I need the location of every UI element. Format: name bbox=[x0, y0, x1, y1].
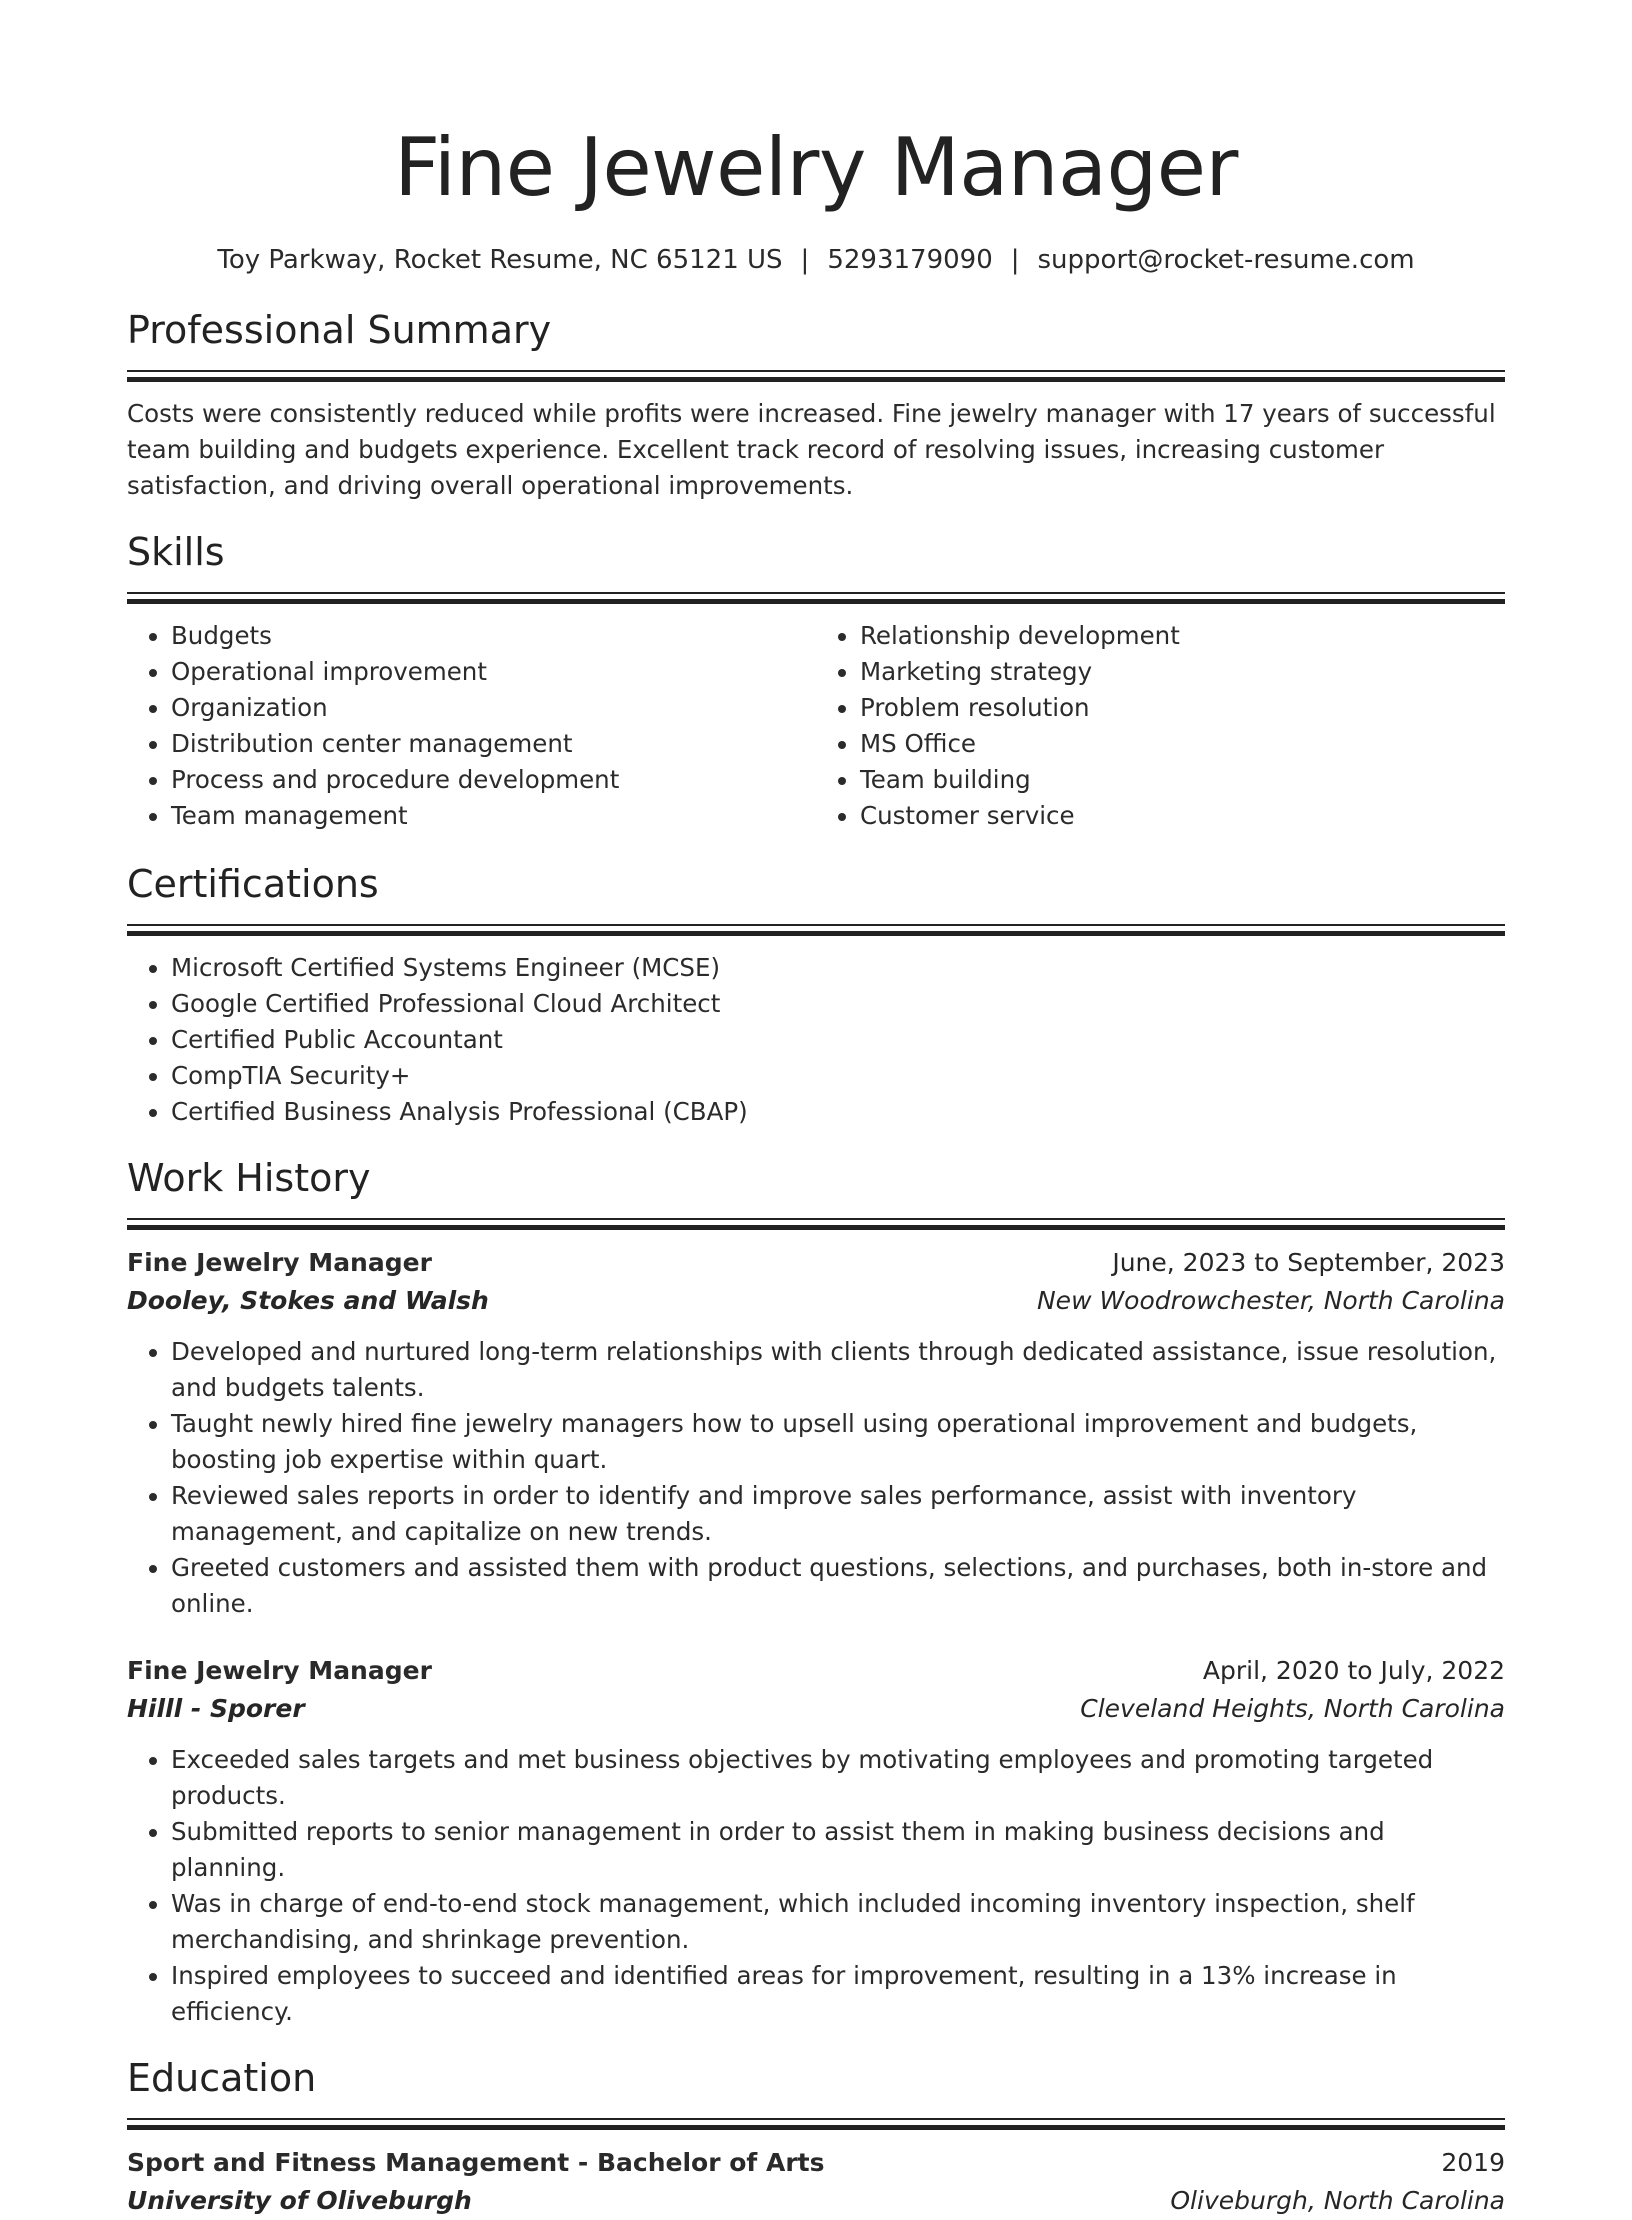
contact-separator: | bbox=[800, 245, 810, 275]
job-header-row bbox=[127, 1244, 1505, 1282]
education-year: 2019 bbox=[1441, 2148, 1505, 2177]
skill-item: • Team building bbox=[860, 762, 1505, 798]
education-school: University of Oliveburgh bbox=[127, 2186, 472, 2215]
education-location: Oliveburgh, North Carolina bbox=[1170, 2186, 1505, 2215]
skill-item: • Marketing strategy bbox=[860, 654, 1505, 690]
skill-item: • Problem resolution bbox=[860, 690, 1505, 726]
skill-item: • Process and procedure development bbox=[171, 762, 816, 798]
skill-item: • Customer service bbox=[860, 798, 1505, 834]
job-location: Cleveland Heights, North Carolina bbox=[1080, 1694, 1505, 1723]
education-school-row bbox=[127, 2182, 1505, 2220]
job-bullet: • Was in charge of end-to-end stock management, which included incoming inventory inspection, shelf merchandising, and shrinkage prevention. bbox=[171, 1886, 1505, 1958]
job-bullets bbox=[127, 1742, 1505, 2030]
section-divider bbox=[127, 2118, 1505, 2130]
job-bullet: • Exceeded sales targets and met business objectives by motivating employees and promoting targeted products. bbox=[171, 1742, 1505, 1814]
summary-text: Costs were consistently reduced while profits were increased. Fine jewelry manager with 17 years of successful team building and budgets experience. Excellent track record of resolving issues, increasing customer satisfaction, and driving overall operational improvements. bbox=[127, 399, 1496, 500]
summary-section bbox=[127, 306, 1505, 504]
contact-email: support@rocket-resume.com bbox=[1037, 245, 1415, 275]
contact-line bbox=[127, 242, 1505, 278]
skill-item: • Organization bbox=[171, 690, 816, 726]
job-location: New Woodrowchester, North Carolina bbox=[1036, 1286, 1505, 1315]
certifications-heading: Certifications bbox=[127, 862, 379, 906]
skill-item: • Distribution center management bbox=[171, 726, 816, 762]
job-dates: April, 2020 to July, 2022 bbox=[1202, 1656, 1505, 1685]
certification-item: • Certified Business Analysis Professional (CBAP) bbox=[171, 1094, 1505, 1130]
skill-item: • Team management bbox=[171, 798, 816, 834]
skills-section bbox=[127, 528, 1505, 834]
skills-columns bbox=[127, 618, 1505, 834]
job-company-row bbox=[127, 1690, 1505, 1728]
education-degree: Sport and Fitness Management - Bachelor of Arts bbox=[127, 2148, 825, 2177]
job-bullet: • Developed and nurtured long-term relationships with clients through dedicated assistance, issue resolution, and budgets talents. bbox=[171, 1334, 1505, 1406]
certification-item: • Certified Public Accountant bbox=[171, 1022, 1505, 1058]
section-divider bbox=[127, 1218, 1505, 1230]
skill-item: • Operational improvement bbox=[171, 654, 816, 690]
certification-item: • CompTIA Security+ bbox=[171, 1058, 1505, 1094]
education-header-row bbox=[127, 2144, 1505, 2182]
skills-left-list bbox=[127, 618, 816, 834]
job-entry bbox=[127, 1652, 1505, 2030]
contact-separator: | bbox=[1010, 245, 1020, 275]
job-company: Dooley, Stokes and Walsh bbox=[127, 1286, 489, 1315]
summary-heading: Professional Summary bbox=[127, 308, 552, 352]
skill-item: • Relationship development bbox=[860, 618, 1505, 654]
job-bullets bbox=[127, 1334, 1505, 1622]
skill-item: • MS Office bbox=[860, 726, 1505, 762]
section-divider bbox=[127, 924, 1505, 936]
work-history-heading: Work History bbox=[127, 1156, 371, 1200]
section-divider bbox=[127, 592, 1505, 604]
job-company: Hilll - Sporer bbox=[127, 1694, 305, 1723]
resume-title: Fine Jewelry Manager bbox=[394, 121, 1238, 214]
section-divider bbox=[127, 370, 1505, 382]
job-dates: June, 2023 to September, 2023 bbox=[1112, 1248, 1505, 1277]
skill-item: • Budgets bbox=[171, 618, 816, 654]
job-company-row bbox=[127, 1282, 1505, 1320]
certification-item: • Google Certified Professional Cloud Architect bbox=[171, 986, 1505, 1022]
job-bullet: • Taught newly hired fine jewelry managers how to upsell using operational improvement and budgets, boosting job expertise within quart. bbox=[171, 1406, 1505, 1478]
job-header-row bbox=[127, 1652, 1505, 1690]
certifications-list bbox=[127, 950, 1505, 1130]
skills-right-list bbox=[816, 618, 1505, 834]
job-entry bbox=[127, 1244, 1505, 1622]
job-bullet: • Inspired employees to succeed and identified areas for improvement, resulting in a 13% increase in efficiency. bbox=[171, 1958, 1505, 2030]
education-entry bbox=[127, 2144, 1505, 2220]
work-history-section bbox=[127, 1154, 1505, 2030]
contact-address: Toy Parkway, Rocket Resume, NC 65121 US bbox=[217, 245, 783, 275]
education-section bbox=[127, 2054, 1505, 2220]
job-title: Fine Jewelry Manager bbox=[127, 1248, 432, 1277]
education-heading: Education bbox=[127, 2056, 317, 2100]
certification-item: • Microsoft Certified Systems Engineer (MCSE) bbox=[171, 950, 1505, 986]
contact-phone: 5293179090 bbox=[827, 245, 993, 275]
job-title: Fine Jewelry Manager bbox=[127, 1656, 432, 1685]
skills-heading: Skills bbox=[127, 530, 225, 574]
job-bullet: • Submitted reports to senior management in order to assist them in making business decisions and planning. bbox=[171, 1814, 1505, 1886]
job-bullet: • Greeted customers and assisted them with product questions, selections, and purchases, both in-store and online. bbox=[171, 1550, 1505, 1622]
certifications-section bbox=[127, 860, 1505, 1130]
job-bullet: • Reviewed sales reports in order to identify and improve sales performance, assist with inventory management, and capitalize on new trends. bbox=[171, 1478, 1505, 1550]
